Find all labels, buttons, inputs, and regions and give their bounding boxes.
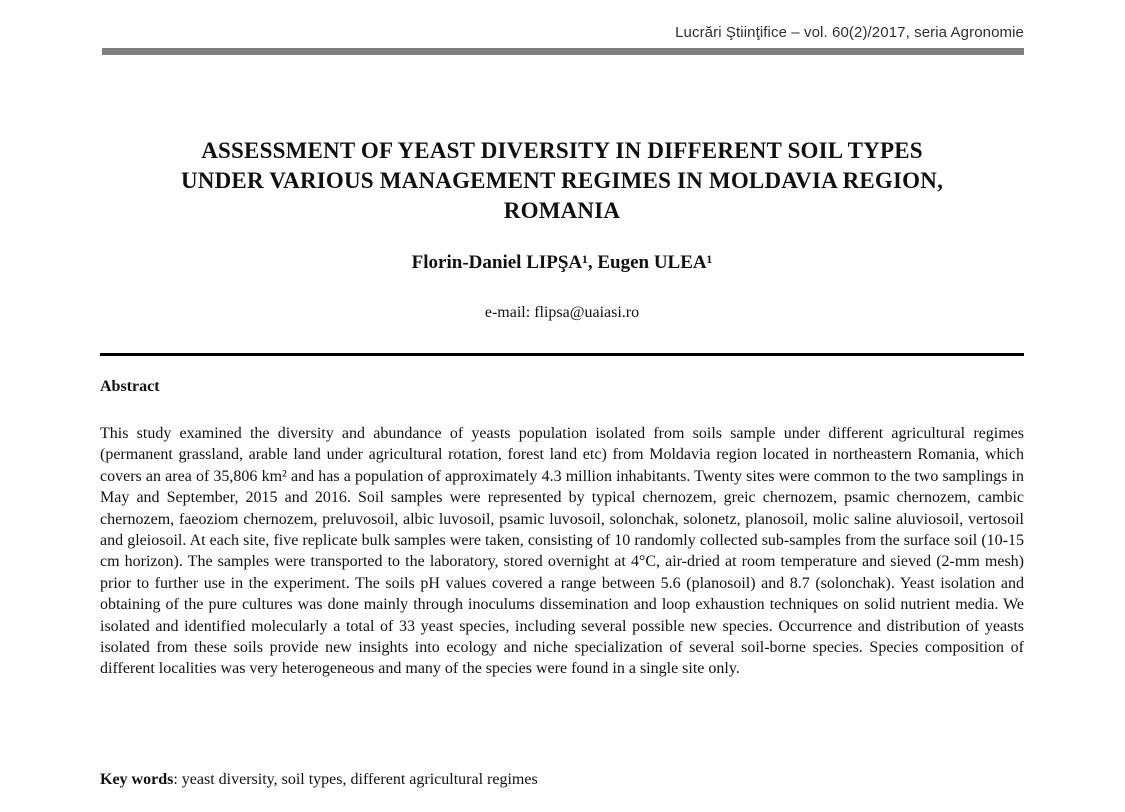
section-separator-rule — [100, 353, 1024, 356]
email-line: e-mail: flipsa@uaiasi.ro — [484, 304, 640, 321]
authors-line: Florin-Daniel LIPŞA¹, Eugen ULEA¹ — [411, 252, 713, 273]
article-title-line-2: UNDER VARIOUS MANAGEMENT REGIMES IN MOLDAVIA REGION, — [180, 168, 944, 193]
article-title — [100, 136, 1024, 226]
keywords-value: : yeast diversity, soil types, different agricultural regimes — [173, 771, 538, 788]
keywords-label: Key words — [100, 771, 174, 788]
keywords-line — [100, 771, 1024, 789]
header-rule-bar — [102, 48, 1024, 55]
abstract-paragraph: This study examined the diversity and abundance of yeasts population isolated from soils sample under different agricultural regimes (permanent grassland, arable land under agricultural rotation, forest land etc) from Moldavia region located in northeastern Romania, which covers an area of 35,806 km² and has a population of approximately 4.3 million inhabitants. Twenty sites were common to the two samplings in May and September, 2015 and 2016. Soil samples were represented by typical chernozem, greic chernozem, psamic chernozem, cambic chernozem, faeoziom chernozem, preluvosoil, albic luvosoil, psamic luvosoil, solonchak, solonetz, planosoil, molic saline aluviosoil, vertosoil and gleiosoil. At each site, five replicate bulk samples were taken, consisting of 10 randomly collected sub-samples from the surface soil (10-15 cm horizon). The samples were transported to the laboratory, stored overnight at 4°C, air-dried at room temperature and sieved (2-mm mesh) prior to further use in the experiment. The soils pH values covered a range between 5.6 (planosoil) and 8.7 (solonchak). Yeast isolation and obtaining of the pure cultures was done mainly through inoculums dissemination and loop exhaustion techniques on solid nutrient media. We isolated and identified molecularly a total of 33 yeast species, including several possible new species. Occurrence and distribution of yeasts isolated from these soils provide new insights into ecology and niche specialization of several soil-borne species. Species composition of different localities was very heterogeneous and many of the species were found in a single site only. — [100, 425, 1024, 678]
journal-header: Lucrări Ştiinţifice – vol. 60(2)/2017, seria Agronomie — [675, 24, 1024, 41]
article-title-line-1: ASSESSMENT OF YEAST DIVERSITY IN DIFFERENT SOIL TYPES — [201, 138, 923, 163]
article-title-line-3: ROMANIA — [503, 198, 621, 223]
abstract-heading: Abstract — [100, 378, 160, 395]
